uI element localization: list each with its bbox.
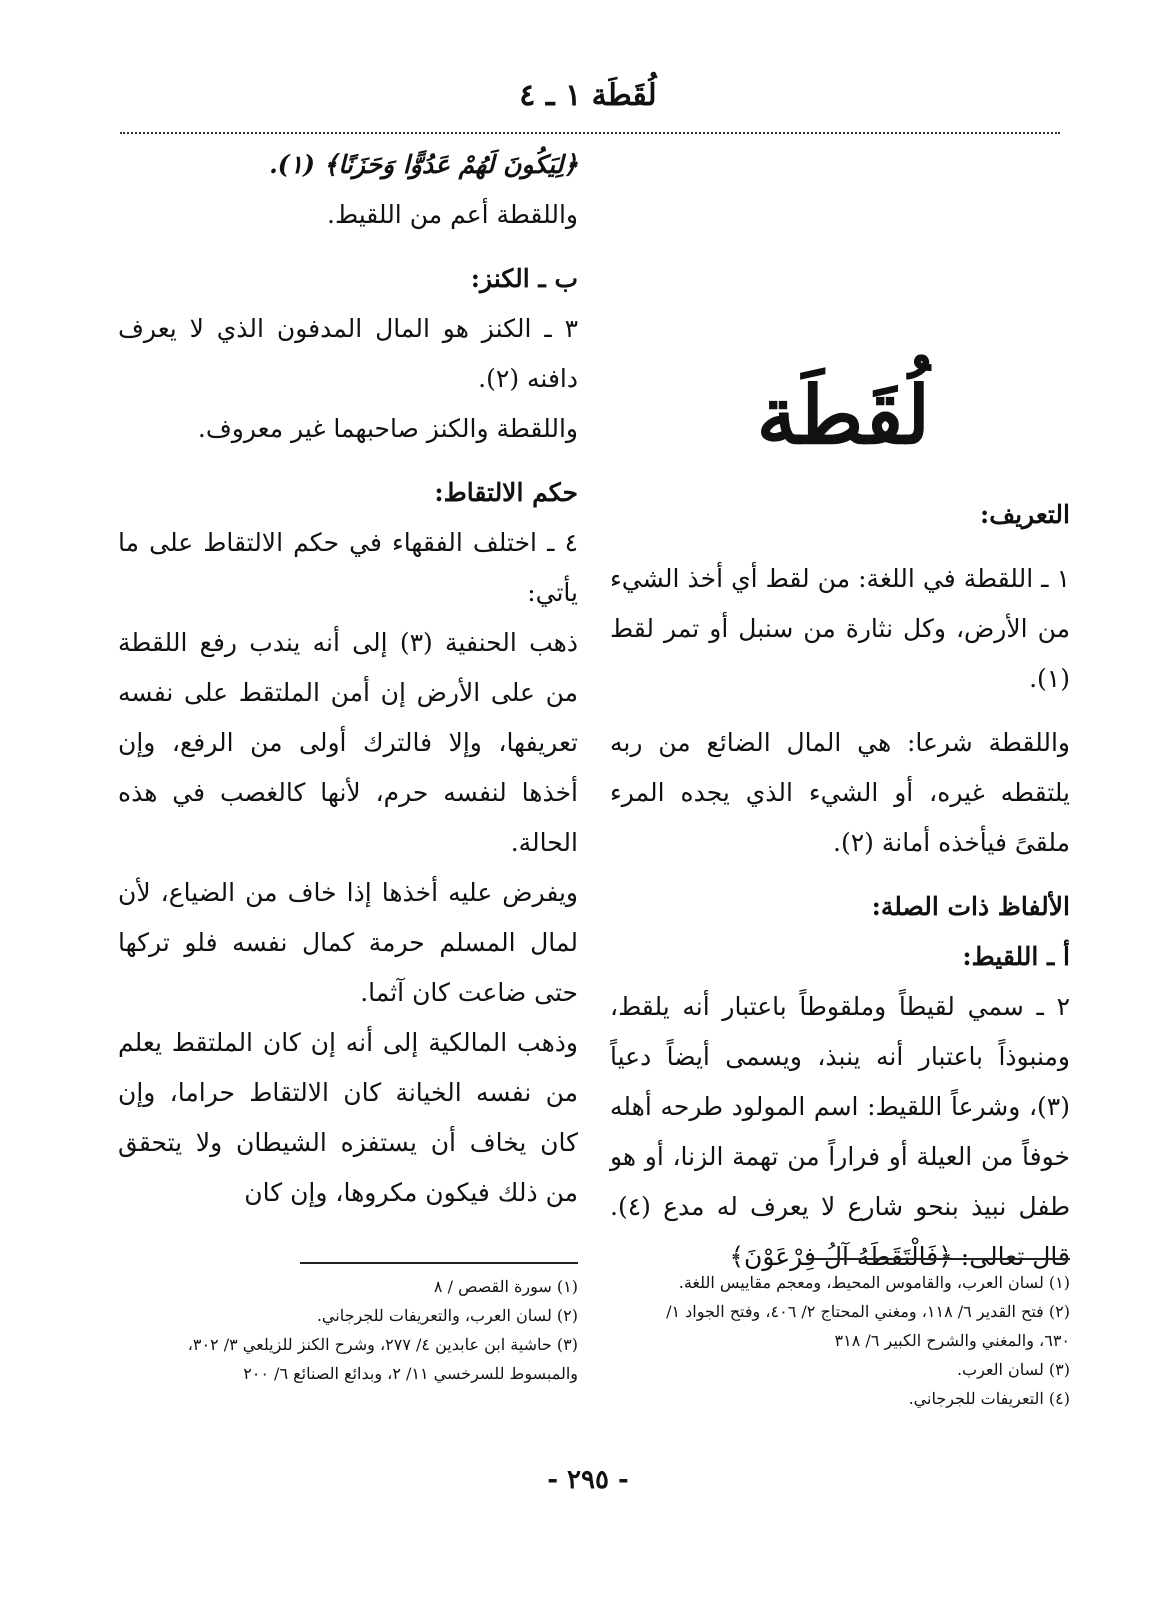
paragraph-ruling: ٤ ـ اختلف الفقهاء في حكم الالتقاط على ما يأتي:: [118, 528, 578, 607]
page-number: - ٢٩٥ -: [547, 1465, 629, 1495]
footnote: (٣) حاشية ابن عابدين ٤/ ٢٧٧، وشرح الكنز للزيلعي ٣/ ٣٠٢، والمبسوط للسرخسي ١١/ ٢، وبدائع الصنائع ٦/ ٢٠٠: [187, 1335, 578, 1383]
paragraph-hanafi: ذهب الحنفية (٣) إلى أنه يندب رفع اللقطة من على الأرض إن أمن الملتقط على نفسه تعريفها، وإلا فالترك أولى من الرفع، وإن أخذها لنفسه حرم، لأنها كالغصب في هذه الحالة.: [118, 628, 578, 857]
paragraph-treasure-2: واللقطة والكنز صاحبهما غير معروف.: [197, 414, 578, 443]
footnote: (١) سورة القصص / ٨: [433, 1277, 578, 1296]
running-header: لُقَطَة ١ ـ ٤: [519, 78, 657, 113]
footnotes-right: [640, 1268, 1070, 1413]
footnote: (٣) لسان العرب.: [956, 1360, 1070, 1379]
footnote: (١) لسان العرب، والقاموس المحيط، ومعجم مقاييس اللغة.: [678, 1273, 1070, 1292]
right-column: [610, 140, 1070, 1282]
heading-related-terms: الألفاظ ذات الصلة:: [871, 892, 1070, 921]
paragraph-obligation: ويفرض عليه أخذها إذا خاف من الضياع، لأن لمال المسلم حرمة كمال نفسه فلو تركها حتى ضاعت كان آثما.: [118, 878, 578, 1007]
footnotes-left: [118, 1272, 578, 1388]
footnote-divider-left: [300, 1262, 578, 1264]
paragraph-laqit: ٢ ـ سمي لقيطاً وملقوطاً باعتبار أنه يلقط، ومنبوذاً باعتبار أنه ينبذ، ويسمى أيضاً دعياً (٣)، وشرعاً اللقيط: اسم المولود طرحه أهله خوفاً من العيلة أو فراراً من تهمة الزنا، أو هو طفل نبيذ بنحو شارع لا يعرف له مدع (٤). قال تعالى: ﴿فَالْتَقَطَهُ آلُ فِرْعَوْنَ﴾: [610, 992, 1070, 1271]
heading-definition: التعريف:: [979, 500, 1070, 529]
heading-ruling: حكم الالتقاط:: [434, 478, 578, 507]
heading-treasure: ب ـ الكنز:: [470, 264, 578, 293]
paragraph-maliki: وذهب المالكية إلى أنه إن كان الملتقط يعلم من نفسه الخيانة كان الالتقاط حراما، وإن كان يخاف أن يستفزه الشيطان ولا يتحقق من ذلك فيكون مكروها، وإن كان: [118, 1028, 578, 1207]
paragraph-linguistic: ١ ـ اللقطة في اللغة: من لقط أي أخذ الشيء من الأرض، وكل نثارة من سنبل أو تمر لقط (١).: [610, 564, 1070, 693]
paragraph-legal: واللقطة شرعا: هي المال الضائع من ربه يلتقطه غيره، أو الشيء الذي يجده المرء ملقىً فيأخذه أمانة (٢).: [610, 728, 1070, 857]
quran-verse: ﴿لِيَكُونَ لَهُمْ عَدُوًّا وَحَزَنًا﴾ (١).: [269, 150, 578, 179]
footnote: (٢) فتح القدير ٦/ ١١٨، ومغني المحتاج ٢/ ٤٠٦، وفتح الجواد ١/ ٦٣٠، والمغني والشرح الكبير ٦/ ٣١٨: [666, 1302, 1070, 1350]
footnote: (٢) لسان العرب، والتعريفات للجرجاني.: [316, 1306, 578, 1325]
left-column: [118, 140, 578, 1218]
footnote-divider-right: [808, 1258, 1070, 1260]
footnote: (٤) التعريفات للجرجاني.: [908, 1389, 1070, 1408]
paragraph-treasure: ٣ ـ الكنز هو المال المدفون الذي لا يعرف دافنه (٢).: [118, 314, 578, 393]
paragraph-comparison: واللقطة أعم من اللقيط.: [327, 200, 578, 229]
entry-title: لُقَطَة: [756, 368, 930, 462]
heading-laqit: أ ـ اللقيط:: [962, 942, 1070, 971]
header-divider: [120, 132, 1060, 134]
